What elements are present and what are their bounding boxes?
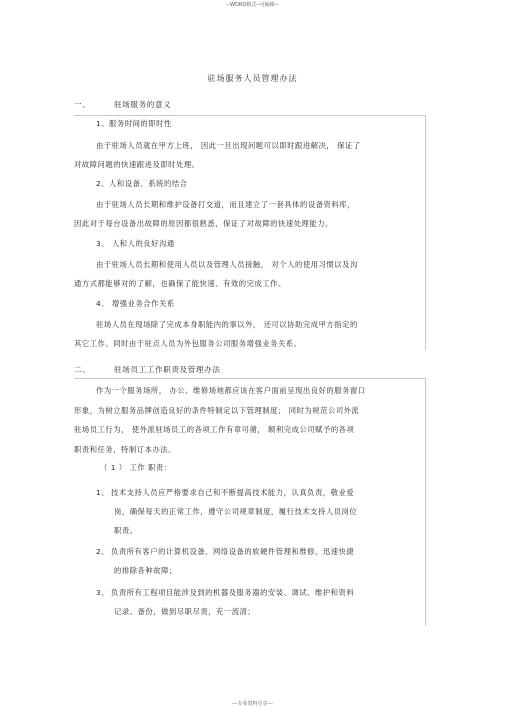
- paragraph-line: 因此对于每台设备出故障的原因都很熟悉，保证了对故障的快速处理能力。: [74, 219, 333, 228]
- section-1-number: 一、: [74, 100, 91, 109]
- duty-line: 记录、备份，做到尽职尽责，充一流清；: [114, 607, 256, 616]
- page-footer: ---专业资料分享---: [232, 701, 273, 707]
- duty-number: 3、: [96, 588, 110, 597]
- duty-number: 1、: [96, 488, 110, 497]
- paragraph-line: 由于驻场人员就在甲方上班， 因此一旦出现问题可以即时跟进解决， 保证了: [96, 141, 361, 150]
- duty-line: 负责所有客户的计算机设备、网络设备的软硬件管理和维修，迅速快捷: [111, 547, 355, 556]
- paragraph-line: 职责和任务，特制订本办法。: [74, 445, 177, 454]
- paragraph-line: 作为一个服务场所， 办公、维修场地都应该在客户面前呈现出良好的服务窗口: [96, 386, 366, 395]
- duty-line: 的排除各种故障；: [114, 566, 177, 575]
- section-1-heading: 驻场服务的意义: [114, 100, 172, 109]
- paragraph-line: 由于驻场人员长期和维护设备打交道，而且建立了一套具体的设备资料库，: [96, 200, 355, 209]
- section-2-heading: 驻场员工工作职责及管理办法: [114, 365, 221, 374]
- item-heading: 3、 人和人的良好沟通: [96, 239, 175, 248]
- item-heading: 2、人和设备、系统的结合: [96, 179, 188, 188]
- item-heading: 4、 增强业务合作关系: [96, 299, 175, 308]
- duty-line: 岗，确保每天的正常工作，遵守公司规章制度，履行技术支持人员岗位: [114, 507, 358, 516]
- item-heading: 1、服务时间的即时性: [96, 119, 172, 128]
- duty-line: 技术支持人员应严格要求自己和不断提高技术能力，认真负责，敬业爱: [111, 488, 355, 497]
- paragraph-line: 通方式都能够对的了解，也确保了能快速、有效的完成工作。: [74, 279, 286, 288]
- section-2-number: 二、: [74, 365, 91, 374]
- duty-line: 负责所有工程项目能涉及到的机器及服务器的安装、调试、维护和资料: [111, 588, 355, 597]
- paragraph-line: 由于驻场人员长期和使用人员以及管理人员接触， 对个人的使用习惯以及沟: [96, 260, 358, 269]
- subsection-heading: （ 1 ） 工作 职责：: [100, 463, 172, 472]
- paragraph-line: 对故障问题的快速跟进及即时处理。: [74, 160, 200, 169]
- duty-number: 2、: [96, 547, 110, 556]
- page-header: --WORD格式--可编辑--: [226, 2, 279, 8]
- duty-line: 职责。: [114, 526, 138, 535]
- paragraph-line: 形象，为树立服务品牌创造良好的条件特制定以下管理制度； 同时为规范公司外派: [74, 406, 360, 415]
- document-title: 驻场服务人员管理办法: [207, 74, 298, 83]
- paragraph-line: 驻场员工行为， 使外派驻场员工的各项工作有章可循， 顺利完成公司赋予的各项: [74, 425, 355, 434]
- paragraph-line: 驻场人员在现场除了完成本身职能内的事以外， 还可以协助完成甲方指定的: [96, 320, 358, 329]
- section-1-frame: [74, 115, 426, 350]
- paragraph-line: 其它工作。同时由于驻点人员为外包服务公司服务增强业务关系。: [74, 339, 302, 348]
